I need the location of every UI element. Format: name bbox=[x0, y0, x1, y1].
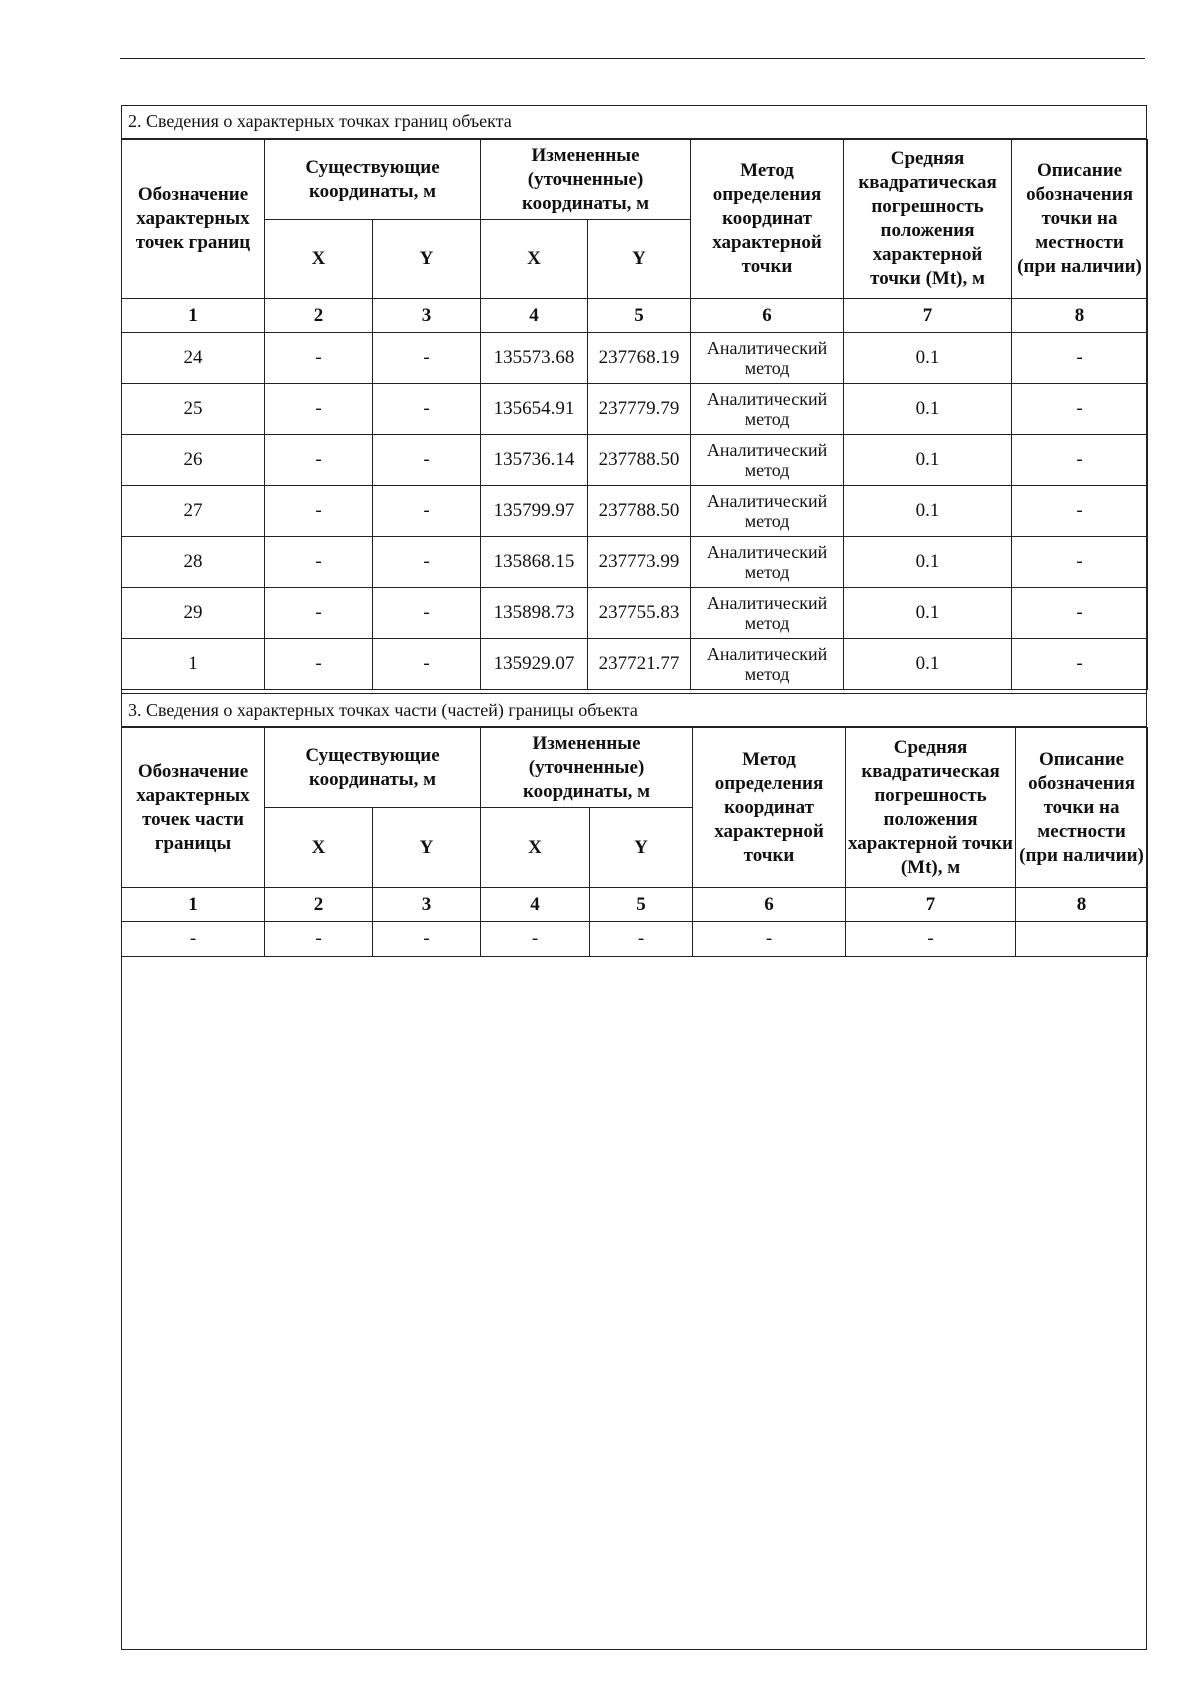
table-row bbox=[122, 537, 1148, 588]
cell-mt: 0.1 bbox=[844, 588, 1012, 639]
cell-y: 237788.50 bbox=[588, 435, 691, 486]
cell-y: 237721.77 bbox=[588, 639, 691, 690]
section3-title: 3. Сведения о характерных точках части (частей) границы объекта bbox=[121, 693, 1147, 727]
cell-existing-x: - bbox=[265, 639, 373, 690]
section2-title: 2. Сведения о характерных точках границ объекта bbox=[121, 105, 1147, 139]
cell-method: Аналитический метод bbox=[691, 639, 844, 690]
cell-y: 237755.83 bbox=[588, 588, 691, 639]
cell-x: 135898.73 bbox=[481, 588, 588, 639]
column-numbers-row bbox=[122, 888, 1148, 922]
header-existing-y: Y bbox=[373, 808, 481, 888]
header-error: Средняя квадратическая погрешность положения характерной точки (Mt), м bbox=[844, 140, 1012, 299]
cell-method: Аналитический метод bbox=[691, 384, 844, 435]
column-number: 5 bbox=[590, 888, 693, 922]
column-number: 6 bbox=[691, 299, 844, 333]
table-row bbox=[122, 333, 1148, 384]
cell-x: 135868.15 bbox=[481, 537, 588, 588]
column-number: 8 bbox=[1012, 299, 1148, 333]
cell-x: 135799.97 bbox=[481, 486, 588, 537]
cell-point: 28 bbox=[122, 537, 265, 588]
cell-point: - bbox=[122, 922, 265, 957]
column-number: 6 bbox=[693, 888, 846, 922]
header-changed-x: X bbox=[481, 808, 590, 888]
cell-x: 135929.07 bbox=[481, 639, 588, 690]
column-number: 8 bbox=[1016, 888, 1148, 922]
column-number: 1 bbox=[122, 299, 265, 333]
cell-x: 135654.91 bbox=[481, 384, 588, 435]
cell-mt: 0.1 bbox=[844, 537, 1012, 588]
cell-existing-x: - bbox=[265, 333, 373, 384]
cell-description: - bbox=[1012, 333, 1148, 384]
cell-description bbox=[1016, 922, 1148, 957]
cell-y: 237768.19 bbox=[588, 333, 691, 384]
header-changed: Измененные (уточненные) координаты, м bbox=[481, 140, 691, 220]
cell-y: 237773.99 bbox=[588, 537, 691, 588]
cell-existing-y: - bbox=[373, 537, 481, 588]
cell-x: - bbox=[481, 922, 590, 957]
cell-existing-y: - bbox=[373, 486, 481, 537]
column-number: 3 bbox=[373, 299, 481, 333]
column-number: 7 bbox=[846, 888, 1016, 922]
column-number: 4 bbox=[481, 299, 588, 333]
cell-existing-x: - bbox=[265, 922, 373, 957]
cell-point: 26 bbox=[122, 435, 265, 486]
part-points-table bbox=[121, 727, 1148, 957]
cell-existing-x: - bbox=[265, 435, 373, 486]
cell-method: Аналитический метод bbox=[691, 537, 844, 588]
cell-description: - bbox=[1012, 384, 1148, 435]
column-number: 7 bbox=[844, 299, 1012, 333]
table-row bbox=[122, 435, 1148, 486]
table-row bbox=[122, 486, 1148, 537]
cell-mt: 0.1 bbox=[844, 486, 1012, 537]
header-method: Метод определения координат характерной точки bbox=[691, 140, 844, 299]
header-existing: Существующие координаты, м bbox=[265, 728, 481, 808]
cell-existing-y: - bbox=[373, 435, 481, 486]
cell-existing-x: - bbox=[265, 486, 373, 537]
cell-existing-y: - bbox=[373, 333, 481, 384]
header-changed-x: X bbox=[481, 220, 588, 299]
cell-y: 237788.50 bbox=[588, 486, 691, 537]
cell-mt: 0.1 bbox=[844, 435, 1012, 486]
cell-method: Аналитический метод bbox=[691, 435, 844, 486]
cell-existing-y: - bbox=[373, 922, 481, 957]
cell-existing-x: - bbox=[265, 537, 373, 588]
cell-x: 135736.14 bbox=[481, 435, 588, 486]
cell-description: - bbox=[1012, 537, 1148, 588]
column-number: 4 bbox=[481, 888, 590, 922]
header-description: Описание обозначения точки на местности (при наличии) bbox=[1016, 728, 1148, 888]
header-error: Средняя квадратическая погрешность положения характерной точки (Mt), м bbox=[846, 728, 1016, 888]
header-existing-x: X bbox=[265, 808, 373, 888]
header-existing: Существующие координаты, м bbox=[265, 140, 481, 220]
header-existing-x: X bbox=[265, 220, 373, 299]
cell-y: - bbox=[590, 922, 693, 957]
header-row bbox=[122, 140, 1148, 220]
cell-existing-y: - bbox=[373, 384, 481, 435]
cell-description: - bbox=[1012, 639, 1148, 690]
cell-point: 29 bbox=[122, 588, 265, 639]
cell-description: - bbox=[1012, 435, 1148, 486]
column-number: 3 bbox=[373, 888, 481, 922]
cell-mt: 0.1 bbox=[844, 333, 1012, 384]
header-changed-y: Y bbox=[588, 220, 691, 299]
cell-method: Аналитический метод bbox=[691, 588, 844, 639]
cell-x: 135573.68 bbox=[481, 333, 588, 384]
column-number: 5 bbox=[588, 299, 691, 333]
column-numbers-row bbox=[122, 299, 1148, 333]
table-row bbox=[122, 639, 1148, 690]
points-table bbox=[121, 139, 1148, 690]
cell-point: 1 bbox=[122, 639, 265, 690]
cell-mt: - bbox=[846, 922, 1016, 957]
table-row bbox=[122, 922, 1148, 957]
cell-point: 25 bbox=[122, 384, 265, 435]
cell-method: - bbox=[693, 922, 846, 957]
top-rule bbox=[120, 58, 1145, 59]
cell-existing-x: - bbox=[265, 588, 373, 639]
cell-point: 27 bbox=[122, 486, 265, 537]
cell-description: - bbox=[1012, 588, 1148, 639]
header-changed: Измененные (уточненные) координаты, м bbox=[481, 728, 693, 808]
table-row bbox=[122, 384, 1148, 435]
cell-mt: 0.1 bbox=[844, 639, 1012, 690]
cell-existing-y: - bbox=[373, 588, 481, 639]
header-description: Описание обозначения точки на местности (при наличии) bbox=[1012, 140, 1148, 299]
cell-existing-y: - bbox=[373, 639, 481, 690]
header-point: Обозначение характерных точек части границы bbox=[122, 728, 265, 888]
cell-point: 24 bbox=[122, 333, 265, 384]
header-row bbox=[122, 728, 1148, 808]
table-row bbox=[122, 588, 1148, 639]
header-changed-y: Y bbox=[590, 808, 693, 888]
cell-y: 237779.79 bbox=[588, 384, 691, 435]
column-number: 1 bbox=[122, 888, 265, 922]
column-number: 2 bbox=[265, 299, 373, 333]
cell-mt: 0.1 bbox=[844, 384, 1012, 435]
cell-method: Аналитический метод bbox=[691, 333, 844, 384]
cell-existing-x: - bbox=[265, 384, 373, 435]
cell-method: Аналитический метод bbox=[691, 486, 844, 537]
header-existing-y: Y bbox=[373, 220, 481, 299]
header-point: Обозначение характерных точек границ bbox=[122, 140, 265, 299]
cell-description: - bbox=[1012, 486, 1148, 537]
column-number: 2 bbox=[265, 888, 373, 922]
header-method: Метод определения координат характерной точки bbox=[693, 728, 846, 888]
